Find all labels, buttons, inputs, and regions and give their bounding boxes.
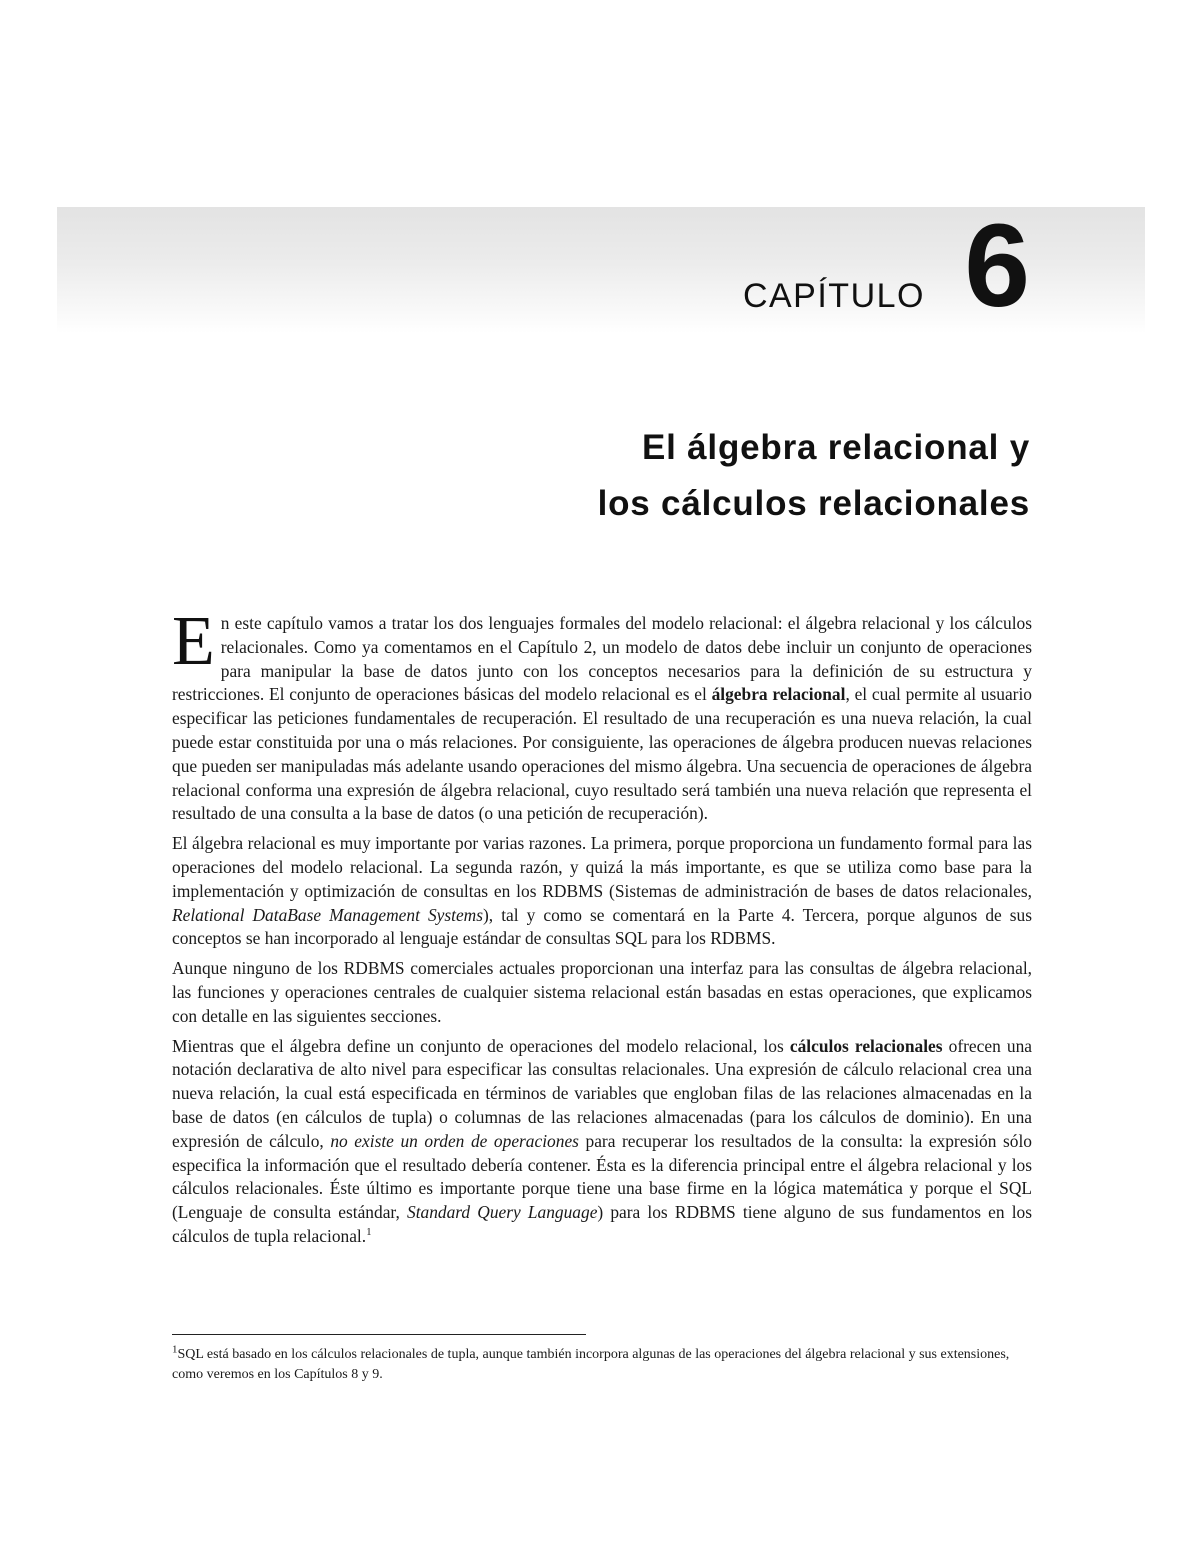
footnote-divider [172, 1334, 586, 1335]
paragraph-1-text-a: n este capítulo vamos a tratar los dos lenguajes formales del modelo relacional: el álgebra relacional y los cálculos relacionales. Como ya comentamos en el Capítulo 2, un modelo de datos debe incluir un conjunto de operaciones para manipular la base de datos junto con los conceptos necesarios para la definición de su estructura y restricciones. El conjunto de operaciones básicas del modelo relacional es el [172, 613, 1032, 705]
footnote-reference[interactable]: 1 [366, 1226, 372, 1239]
footnote [172, 1345, 1032, 1385]
paragraph-4-text-c: para recuperar los resultados de la consulta: la expresión sólo especifica la información que el resultado debería contener. Ésta es la diferencia principal entre el álgebra relacional y los cálculos relacionales. Éste último es importante porque tiene una base firme en la lógica matemática y porque el SQL (Lenguaje de consulta estándar, [172, 1130, 1033, 1223]
paragraph-4-text-d: ) para los RDBMS tiene alguno de sus fundamentos en los cálculos de tupla relacional. [172, 1202, 1032, 1246]
chapter-title [330, 420, 1030, 532]
drop-cap: E [172, 603, 215, 680]
paragraph-2 [172, 832, 1032, 951]
paragraph-2-text-b: ), tal y como se comentará en la Parte 4. Tercera, porque algunos de sus conceptos se han incorporado al lenguaje estándar de consultas SQL para los RDBMS. [172, 904, 1033, 949]
term-rdbms-english: Relational DataBase Management Systems [172, 904, 484, 925]
chapter-number: 6 [964, 200, 1030, 332]
paragraph-3: Aunque ninguno de los RDBMS comerciales actuales proporcionan una interfaz para las consultas de álgebra relacional, las funciones y operaciones centrales de cualquier sistema relacional están basadas en estas operaciones, que explicamos con detalle en las siguientes secciones. [172, 958, 1032, 1026]
emphasis-no-order: no existe un orden de operaciones [330, 1130, 579, 1151]
chapter-body [172, 603, 1033, 1255]
chapter-label: CAPÍTULO [742, 277, 925, 315]
term-calculos-relacionales: cálculos relacionales [789, 1035, 943, 1056]
footnote-marker: 1 [172, 1343, 178, 1356]
term-sql-english: Standard Query Language [407, 1202, 598, 1223]
chapter-title-line-1: El álgebra relacional y [641, 428, 1030, 467]
term-algebra-relacional: álgebra relacional [711, 684, 846, 705]
chapter-title-line-2: los cálculos relacionales [597, 484, 1030, 523]
paragraph-1 [172, 603, 1032, 826]
paragraph-1-text-b: , el cual permite al usuario especificar las peticiones fundamentales de recuperación. El resultado de una recuperación es una nueva relación, la cual puede estar constituida por una o más relaciones. Por consiguiente, las operaciones de álgebra producen nuevas relaciones que pueden ser manipuladas más adelante usando operaciones del mismo álgebra. Una secuencia de operaciones de álgebra relacional conforma una expresión de álgebra relacional, cuyo resultado será también una nueva relación que representa el resultado de una consulta a la base de datos (o una petición de recuperación). [172, 684, 1032, 824]
paragraph-4-text-a: Mientras que el álgebra define un conjunto de operaciones del modelo relacional, los [172, 1035, 790, 1056]
footnote-text: SQL está basado en los cálculos relacionales de tupla, aunque también incorpora algunas de las operaciones del álgebra relacional y sus extensiones, como veremos en los Capítulos 8 y 9. [172, 1347, 1010, 1382]
paragraph-2-text-a: El álgebra relacional es muy importante por varias razones. La primera, porque proporciona un fundamento formal para las operaciones del modelo relacional. La segunda razón, y quizá la más importante, es que se utiliza como base para la implementación y optimización de consultas en los RDBMS (Sistemas de administración de bases de datos relacionales, [172, 833, 1032, 901]
paragraph-4-text-b: ofrecen una notación declarativa de alto nivel para especificar las consultas relacionales. Una expresión de cálculo relacional crea una nueva relación, la cual está especificada en términos de variables que engloban filas de las relaciones almacenadas en la base de datos (en cálculos de tupla) o columnas de las relaciones almacenadas (para los cálculos de dominio). En una expresión de cálculo, [172, 1035, 1032, 1151]
paragraph-4 [172, 1035, 1032, 1249]
